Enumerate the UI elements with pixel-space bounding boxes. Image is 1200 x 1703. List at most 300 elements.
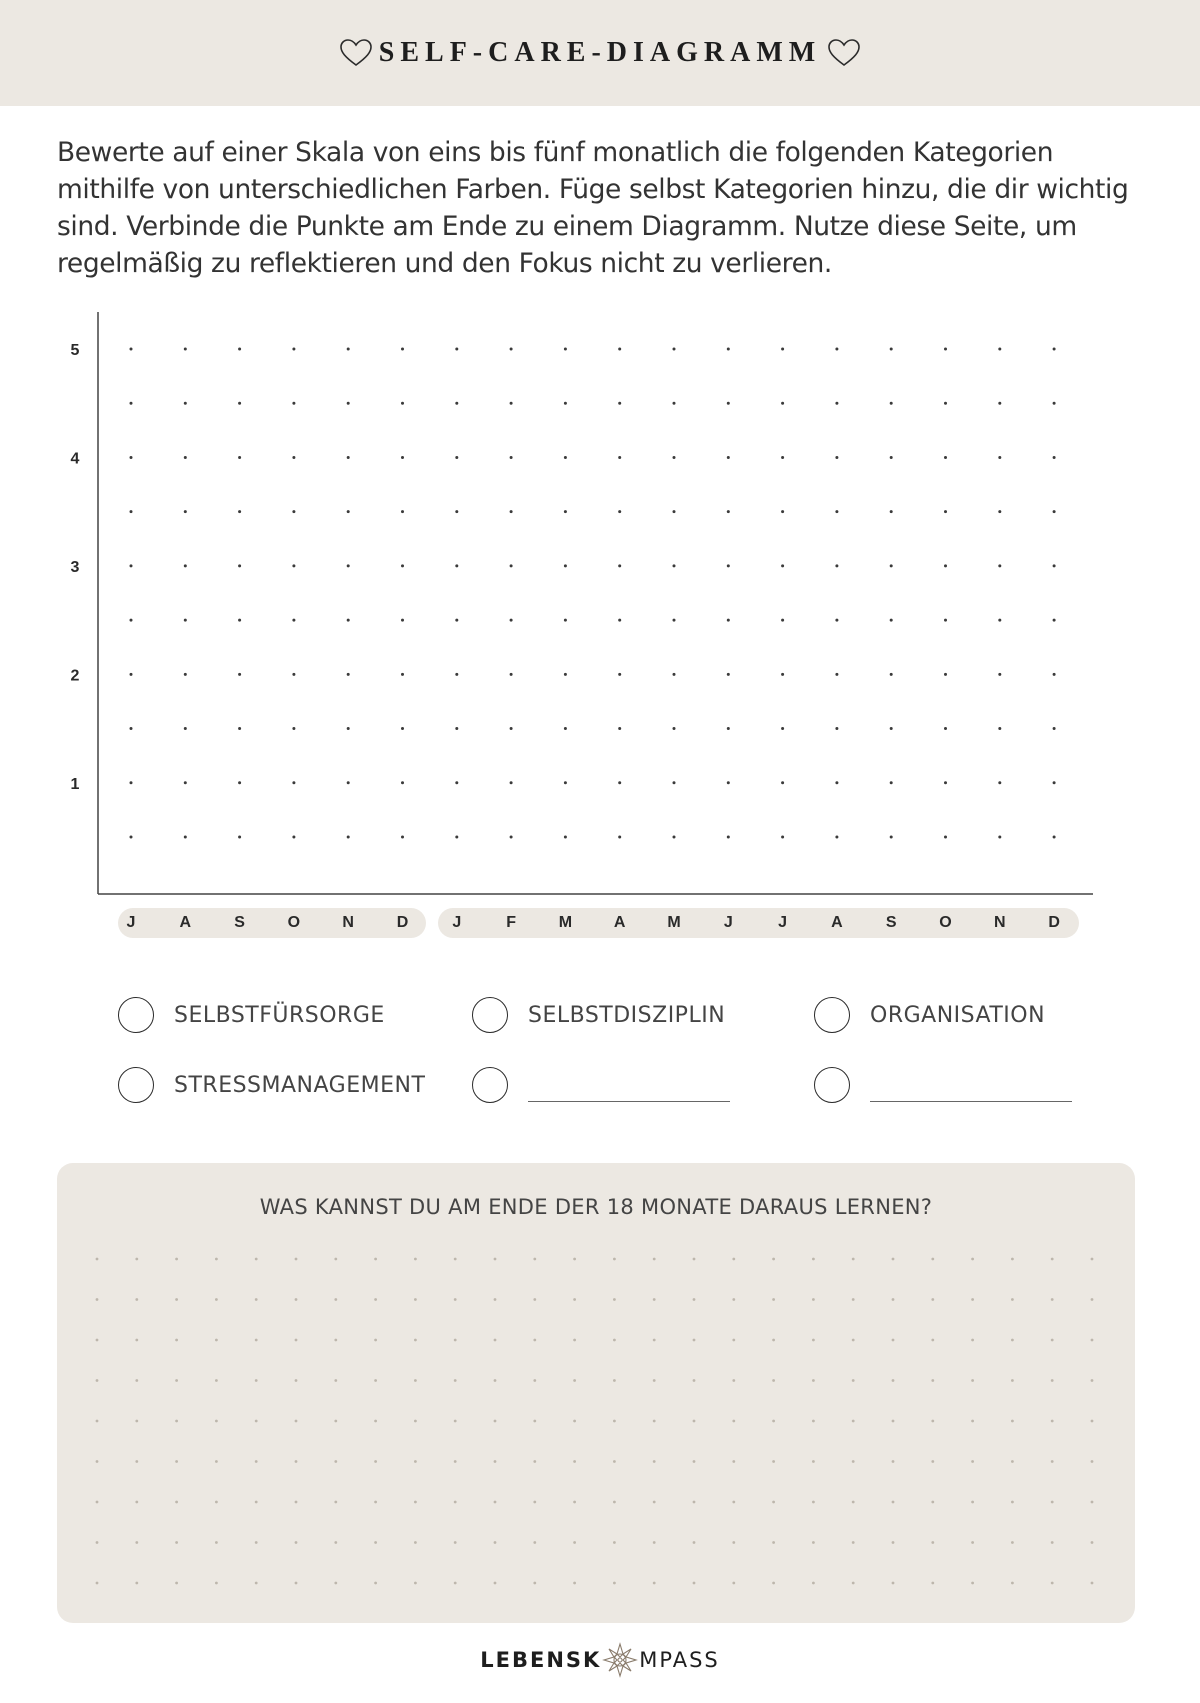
grid-dot[interactable] xyxy=(1053,510,1056,513)
grid-dot[interactable] xyxy=(673,510,676,513)
reflection-dot xyxy=(613,1339,616,1342)
grid-dot[interactable] xyxy=(781,727,784,730)
grid-dot[interactable] xyxy=(727,727,730,730)
grid-dot[interactable] xyxy=(510,456,513,459)
grid-dot[interactable] xyxy=(347,510,350,513)
grid-dot[interactable] xyxy=(727,510,730,513)
legend-circle[interactable] xyxy=(118,997,154,1033)
grid-dot[interactable] xyxy=(238,673,241,676)
reflection-dot xyxy=(96,1258,99,1261)
grid-dot[interactable] xyxy=(184,673,187,676)
grid-dot[interactable] xyxy=(292,510,295,513)
grid-dot[interactable] xyxy=(401,402,404,405)
grid-dot[interactable] xyxy=(998,510,1001,513)
grid-dot[interactable] xyxy=(347,348,350,351)
grid-dot[interactable] xyxy=(781,564,784,567)
grid-dot[interactable] xyxy=(618,402,621,405)
grid-dot[interactable] xyxy=(890,456,893,459)
grid-dot[interactable] xyxy=(238,727,241,730)
grid-dot[interactable] xyxy=(944,836,947,839)
grid-dot[interactable] xyxy=(673,836,676,839)
grid-dot[interactable] xyxy=(727,564,730,567)
grid-dot[interactable] xyxy=(347,781,350,784)
grid-dot[interactable] xyxy=(944,781,947,784)
reflection-dot xyxy=(215,1541,218,1544)
reflection-dot xyxy=(812,1379,815,1382)
grid-dot[interactable] xyxy=(292,727,295,730)
grid-dot[interactable] xyxy=(347,727,350,730)
grid-dot[interactable] xyxy=(455,619,458,622)
grid-dot[interactable] xyxy=(455,836,458,839)
reflection-dot xyxy=(295,1379,298,1382)
grid-dot[interactable] xyxy=(727,402,730,405)
grid-dot[interactable] xyxy=(890,836,893,839)
reflection-dot xyxy=(175,1582,178,1585)
grid-dot[interactable] xyxy=(510,564,513,567)
reflection-dot xyxy=(295,1460,298,1463)
legend-blank-line[interactable] xyxy=(528,1101,730,1102)
grid-dot[interactable] xyxy=(401,781,404,784)
grid-dot[interactable] xyxy=(944,673,947,676)
grid-dot[interactable] xyxy=(835,510,838,513)
reflection-dot-grid[interactable] xyxy=(57,1163,1135,1623)
reflection-dot xyxy=(374,1582,377,1585)
grid-dot[interactable] xyxy=(184,456,187,459)
reflection-dot xyxy=(971,1541,974,1544)
grid-dot[interactable] xyxy=(673,673,676,676)
grid-dot[interactable] xyxy=(510,510,513,513)
grid-dot[interactable] xyxy=(401,619,404,622)
grid-dot[interactable] xyxy=(292,781,295,784)
grid-dot[interactable] xyxy=(890,348,893,351)
reflection-dot xyxy=(892,1258,895,1261)
grid-dot[interactable] xyxy=(998,348,1001,351)
legend-item-stressmanagement[interactable] xyxy=(118,1067,425,1103)
grid-dot[interactable] xyxy=(890,727,893,730)
grid-dot[interactable] xyxy=(618,727,621,730)
reflection-dot xyxy=(175,1420,178,1423)
grid-dot[interactable] xyxy=(238,510,241,513)
grid-dot[interactable] xyxy=(781,673,784,676)
reflection-dot xyxy=(1051,1298,1054,1301)
grid-dot[interactable] xyxy=(184,836,187,839)
reflection-dot xyxy=(135,1460,138,1463)
grid-dot[interactable] xyxy=(238,564,241,567)
reflection-dot xyxy=(414,1460,417,1463)
reflection-dot xyxy=(931,1258,934,1261)
grid-dot[interactable] xyxy=(998,456,1001,459)
grid-dot[interactable] xyxy=(564,564,567,567)
legend-label: STRESSMANAGEMENT xyxy=(174,1072,426,1098)
grid-dot[interactable] xyxy=(835,456,838,459)
month-label: S xyxy=(885,914,897,931)
grid-dot[interactable] xyxy=(998,402,1001,405)
reflection-dot xyxy=(494,1339,497,1342)
legend-circle[interactable] xyxy=(814,1067,850,1103)
y-tick-label: 4 xyxy=(70,450,80,468)
legend-item-selbstfuersorge[interactable] xyxy=(118,997,385,1033)
grid-dot[interactable] xyxy=(727,619,730,622)
grid-dot[interactable] xyxy=(238,836,241,839)
dot-grid xyxy=(130,348,1056,839)
reflection-dot xyxy=(1011,1541,1014,1544)
grid-dot[interactable] xyxy=(944,456,947,459)
reflection-dot xyxy=(812,1460,815,1463)
reflection-dot xyxy=(175,1460,178,1463)
grid-dot[interactable] xyxy=(455,402,458,405)
grid-dot[interactable] xyxy=(347,619,350,622)
grid-dot[interactable] xyxy=(510,348,513,351)
reflection-dot xyxy=(374,1298,377,1301)
month-label: A xyxy=(831,914,843,931)
grid-dot[interactable] xyxy=(238,402,241,405)
grid-dot[interactable] xyxy=(184,564,187,567)
reflection-dot xyxy=(772,1420,775,1423)
grid-dot[interactable] xyxy=(727,836,730,839)
grid-dot[interactable] xyxy=(401,836,404,839)
grid-dot[interactable] xyxy=(564,348,567,351)
reflection-dot xyxy=(971,1258,974,1261)
reflection-dot xyxy=(454,1298,457,1301)
grid-dot[interactable] xyxy=(1053,348,1056,351)
grid-dot[interactable] xyxy=(835,781,838,784)
grid-dot[interactable] xyxy=(835,348,838,351)
legend-blank-line[interactable] xyxy=(870,1101,1072,1102)
grid-dot[interactable] xyxy=(1053,619,1056,622)
reflection-dot xyxy=(255,1420,258,1423)
reflection-dot xyxy=(653,1258,656,1261)
reflection-dot xyxy=(494,1379,497,1382)
grid-dot[interactable] xyxy=(673,619,676,622)
reflection-dot xyxy=(931,1379,934,1382)
grid-dot[interactable] xyxy=(130,510,133,513)
reflection-dot xyxy=(215,1258,218,1261)
reflection-dot xyxy=(135,1582,138,1585)
grid-dot[interactable] xyxy=(890,564,893,567)
reflection-dot xyxy=(215,1582,218,1585)
grid-dot[interactable] xyxy=(455,727,458,730)
page-header xyxy=(0,0,1200,106)
grid-dot[interactable] xyxy=(890,402,893,405)
grid-dot[interactable] xyxy=(455,510,458,513)
grid-dot[interactable] xyxy=(1053,456,1056,459)
reflection-dot xyxy=(812,1501,815,1504)
reflection-dot xyxy=(533,1339,536,1342)
reflection-dot xyxy=(255,1339,258,1342)
grid-dot[interactable] xyxy=(835,564,838,567)
grid-dot[interactable] xyxy=(564,456,567,459)
grid-dot[interactable] xyxy=(1053,781,1056,784)
reflection-dot xyxy=(653,1541,656,1544)
grid-dot[interactable] xyxy=(130,348,133,351)
grid-dot[interactable] xyxy=(184,402,187,405)
legend-item-organisation[interactable] xyxy=(814,997,1045,1033)
reflection-dot xyxy=(931,1339,934,1342)
grid-dot[interactable] xyxy=(781,510,784,513)
reflection-dot xyxy=(693,1501,696,1504)
reflection-dot xyxy=(573,1379,576,1382)
reflection-dot xyxy=(772,1501,775,1504)
grid-dot[interactable] xyxy=(944,348,947,351)
grid-dot[interactable] xyxy=(347,836,350,839)
reflection-dot xyxy=(812,1258,815,1261)
reflection-dot xyxy=(931,1501,934,1504)
grid-dot[interactable] xyxy=(130,673,133,676)
grid-dot[interactable] xyxy=(727,456,730,459)
grid-dot[interactable] xyxy=(347,456,350,459)
grid-dot[interactable] xyxy=(781,456,784,459)
grid-dot[interactable] xyxy=(727,348,730,351)
reflection-dot xyxy=(852,1582,855,1585)
grid-dot[interactable] xyxy=(238,781,241,784)
grid-dot[interactable] xyxy=(618,673,621,676)
grid-dot[interactable] xyxy=(673,402,676,405)
reflection-dot xyxy=(693,1460,696,1463)
grid-dot[interactable] xyxy=(1053,673,1056,676)
grid-dot[interactable] xyxy=(835,619,838,622)
grid-dot[interactable] xyxy=(944,510,947,513)
grid-dot[interactable] xyxy=(1053,402,1056,405)
grid-dot[interactable] xyxy=(618,456,621,459)
reflection-box[interactable] xyxy=(57,1163,1135,1623)
grid-dot[interactable] xyxy=(998,619,1001,622)
grid-dot[interactable] xyxy=(292,836,295,839)
grid-dot[interactable] xyxy=(998,836,1001,839)
grid-dot[interactable] xyxy=(292,673,295,676)
legend-label: SELBSTFÜRSORGE xyxy=(174,1002,385,1028)
reflection-dot xyxy=(533,1298,536,1301)
reflection-dot xyxy=(96,1420,99,1423)
grid-dot[interactable] xyxy=(1053,836,1056,839)
reflection-dot xyxy=(533,1379,536,1382)
grid-dot[interactable] xyxy=(835,402,838,405)
grid-dot[interactable] xyxy=(673,348,676,351)
reflection-dot xyxy=(812,1339,815,1342)
legend-item-selbstdisziplin[interactable] xyxy=(472,997,725,1033)
grid-dot[interactable] xyxy=(184,348,187,351)
grid-dot[interactable] xyxy=(184,727,187,730)
grid-dot[interactable] xyxy=(564,619,567,622)
y-tick-label: 5 xyxy=(70,342,80,359)
reflection-dot xyxy=(1051,1379,1054,1382)
reflection-dot xyxy=(533,1258,536,1261)
reflection-dot xyxy=(295,1420,298,1423)
reflection-dot xyxy=(892,1582,895,1585)
grid-dot[interactable] xyxy=(455,564,458,567)
grid-dot[interactable] xyxy=(835,836,838,839)
grid-dot[interactable] xyxy=(618,836,621,839)
legend-item-custom-2[interactable] xyxy=(814,1067,1072,1103)
reflection-dot xyxy=(1091,1582,1094,1585)
grid-dot[interactable] xyxy=(347,673,350,676)
reflection-dot xyxy=(374,1460,377,1463)
reflection-dot xyxy=(295,1541,298,1544)
reflection-dot xyxy=(573,1420,576,1423)
reflection-dot xyxy=(971,1582,974,1585)
grid-dot[interactable] xyxy=(944,727,947,730)
grid-dot[interactable] xyxy=(673,727,676,730)
grid-dot[interactable] xyxy=(130,781,133,784)
reflection-dot xyxy=(852,1501,855,1504)
reflection-dot xyxy=(1091,1541,1094,1544)
grid-dot[interactable] xyxy=(510,402,513,405)
reflection-dot xyxy=(892,1541,895,1544)
grid-dot[interactable] xyxy=(401,727,404,730)
reflection-dot xyxy=(374,1541,377,1544)
grid-dot[interactable] xyxy=(130,619,133,622)
legend-circle[interactable] xyxy=(472,1067,508,1103)
grid-dot[interactable] xyxy=(401,456,404,459)
grid-dot[interactable] xyxy=(130,456,133,459)
legend-circle[interactable] xyxy=(814,997,850,1033)
legend-circle[interactable] xyxy=(118,1067,154,1103)
reflection-dot xyxy=(96,1339,99,1342)
grid-dot[interactable] xyxy=(184,619,187,622)
grid-dot[interactable] xyxy=(238,619,241,622)
grid-dot[interactable] xyxy=(510,673,513,676)
grid-dot[interactable] xyxy=(1053,727,1056,730)
grid-dot[interactable] xyxy=(564,836,567,839)
heart-outline-icon xyxy=(827,38,861,68)
grid-dot[interactable] xyxy=(781,348,784,351)
grid-dot[interactable] xyxy=(618,348,621,351)
reflection-dot xyxy=(533,1582,536,1585)
reflection-dot xyxy=(613,1298,616,1301)
grid-dot[interactable] xyxy=(781,781,784,784)
grid-dot[interactable] xyxy=(184,510,187,513)
legend-item-custom-1[interactable] xyxy=(472,1067,730,1103)
grid-dot[interactable] xyxy=(1053,564,1056,567)
grid-dot[interactable] xyxy=(727,673,730,676)
grid-dot[interactable] xyxy=(673,781,676,784)
grid-dot[interactable] xyxy=(130,402,133,405)
reflection-dot xyxy=(931,1460,934,1463)
grid-dot[interactable] xyxy=(618,619,621,622)
reflection-dot xyxy=(1011,1460,1014,1463)
grid-dot[interactable] xyxy=(890,619,893,622)
grid-dot[interactable] xyxy=(781,836,784,839)
grid-dot[interactable] xyxy=(292,348,295,351)
reflection-dot xyxy=(693,1298,696,1301)
reflection-dot xyxy=(732,1501,735,1504)
reflection-dot xyxy=(1051,1541,1054,1544)
reflection-dot xyxy=(1011,1379,1014,1382)
grid-dot[interactable] xyxy=(998,564,1001,567)
grid-dot[interactable] xyxy=(890,673,893,676)
grid-dot[interactable] xyxy=(835,673,838,676)
grid-dot[interactable] xyxy=(618,564,621,567)
grid-dot[interactable] xyxy=(455,673,458,676)
grid-dot[interactable] xyxy=(998,781,1001,784)
grid-dot[interactable] xyxy=(130,727,133,730)
grid-dot[interactable] xyxy=(347,402,350,405)
reflection-dot xyxy=(215,1460,218,1463)
grid-dot[interactable] xyxy=(835,727,838,730)
grid-dot[interactable] xyxy=(890,781,893,784)
grid-dot[interactable] xyxy=(292,456,295,459)
reflection-dot xyxy=(892,1379,895,1382)
reflection-dot xyxy=(772,1379,775,1382)
reflection-dot xyxy=(494,1298,497,1301)
grid-dot[interactable] xyxy=(401,564,404,567)
grid-dot[interactable] xyxy=(130,564,133,567)
grid-dot[interactable] xyxy=(998,673,1001,676)
reflection-dot xyxy=(454,1541,457,1544)
reflection-dot xyxy=(852,1420,855,1423)
month-label: S xyxy=(234,914,245,931)
reflection-dot xyxy=(334,1582,337,1585)
self-care-chart[interactable] xyxy=(0,300,1200,910)
grid-dot[interactable] xyxy=(401,348,404,351)
grid-dot[interactable] xyxy=(238,456,241,459)
grid-dot[interactable] xyxy=(184,781,187,784)
grid-dot[interactable] xyxy=(564,727,567,730)
reflection-dot xyxy=(334,1541,337,1544)
grid-dot[interactable] xyxy=(618,781,621,784)
reflection-dot xyxy=(693,1258,696,1261)
reflection-dot xyxy=(334,1298,337,1301)
reflection-dot xyxy=(1051,1582,1054,1585)
grid-dot[interactable] xyxy=(781,619,784,622)
grid-dot[interactable] xyxy=(292,564,295,567)
grid-dot[interactable] xyxy=(292,402,295,405)
grid-dot[interactable] xyxy=(238,348,241,351)
grid-dot[interactable] xyxy=(510,781,513,784)
grid-dot[interactable] xyxy=(564,781,567,784)
grid-dot[interactable] xyxy=(564,673,567,676)
reflection-dot xyxy=(96,1298,99,1301)
reflection-dot xyxy=(255,1379,258,1382)
grid-dot[interactable] xyxy=(455,348,458,351)
grid-dot[interactable] xyxy=(455,781,458,784)
grid-dot[interactable] xyxy=(455,456,458,459)
logo-text-left: LEBENSK xyxy=(480,1648,602,1672)
grid-dot[interactable] xyxy=(890,510,893,513)
grid-dot[interactable] xyxy=(510,619,513,622)
reflection-dot xyxy=(135,1258,138,1261)
reflection-dot xyxy=(852,1298,855,1301)
reflection-dot xyxy=(573,1541,576,1544)
month-label: M xyxy=(558,914,573,931)
grid-dot[interactable] xyxy=(944,619,947,622)
grid-dot[interactable] xyxy=(510,836,513,839)
grid-dot[interactable] xyxy=(944,564,947,567)
grid-dot[interactable] xyxy=(401,673,404,676)
grid-dot[interactable] xyxy=(510,727,513,730)
reflection-dot xyxy=(613,1379,616,1382)
grid-dot[interactable] xyxy=(727,781,730,784)
grid-dot[interactable] xyxy=(998,727,1001,730)
reflection-dot xyxy=(215,1379,218,1382)
grid-dot[interactable] xyxy=(618,510,621,513)
legend-circle[interactable] xyxy=(472,997,508,1033)
reflection-dot xyxy=(693,1339,696,1342)
grid-dot[interactable] xyxy=(673,456,676,459)
reflection-dot xyxy=(494,1501,497,1504)
grid-dot[interactable] xyxy=(781,402,784,405)
grid-dot[interactable] xyxy=(564,510,567,513)
grid-dot[interactable] xyxy=(292,619,295,622)
grid-dot[interactable] xyxy=(347,564,350,567)
grid-dot[interactable] xyxy=(130,836,133,839)
month-label: A xyxy=(613,914,626,931)
reflection-dot xyxy=(533,1460,536,1463)
grid-dot[interactable] xyxy=(944,402,947,405)
grid-dot[interactable] xyxy=(673,564,676,567)
grid-dot[interactable] xyxy=(564,402,567,405)
reflection-dot xyxy=(175,1339,178,1342)
grid-dot[interactable] xyxy=(401,510,404,513)
